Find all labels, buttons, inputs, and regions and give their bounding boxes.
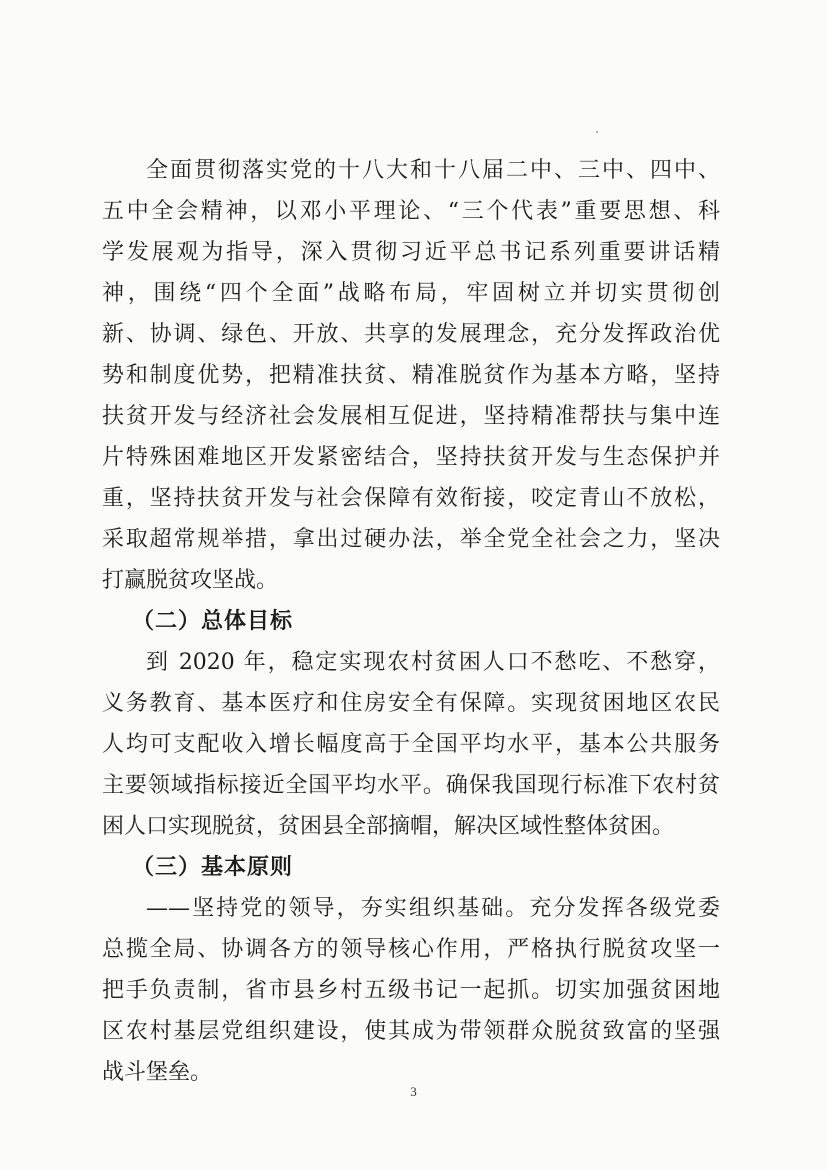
text-line: 神，围绕“四个全面”战略布局，牢固树立并切实贯彻创 bbox=[102, 281, 720, 306]
text-line: 困人口实现脱贫，贫困县全部摘帽，解决区域性整体贫困。 bbox=[102, 814, 675, 839]
scan-speck bbox=[596, 131, 598, 133]
section-heading-overall-goal: （二）总体目标 bbox=[132, 609, 294, 634]
text-line: 把手负责制，省市县乡村五级书记一起抓。切实加强贫困地 bbox=[102, 978, 720, 1003]
text-line: 新、协调、绿色、开放、共享的发展理念，充分发挥政治优 bbox=[102, 322, 720, 347]
text-line: 采取超常规举措，拿出过硬办法，举全党全社会之力，坚决 bbox=[102, 527, 720, 552]
text-line: 人均可支配收入增长幅度高于全国平均水平，基本公共服务 bbox=[102, 732, 720, 757]
paragraph-overall-goal bbox=[102, 642, 720, 847]
section-heading-basic-principles: （三）基本原则 bbox=[132, 855, 294, 880]
text-line: 战斗堡垒。 bbox=[102, 1060, 213, 1085]
text-line: 到 2020 年，稳定实现农村贫困人口不愁吃、不愁穿， bbox=[146, 650, 720, 675]
text-line: 五中全会精神，以邓小平理论、“三个代表”重要思想、科 bbox=[102, 199, 720, 224]
text-line: 区农村基层党组织建设，使其成为带领群众脱贫致富的坚强 bbox=[102, 1019, 720, 1044]
text-line: 势和制度优势，把精准扶贫、精准脱贫作为基本方略，坚持 bbox=[102, 363, 720, 388]
text-line: 片特殊困难地区开发紧密结合，坚持扶贫开发与生态保护并 bbox=[102, 445, 720, 470]
paragraph-party-leadership bbox=[102, 888, 720, 1093]
body-text bbox=[102, 150, 720, 1093]
text-line: 主要领域指标接近全国平均水平。确保我国现行标准下农村贫 bbox=[102, 773, 720, 798]
text-line: ——坚持党的领导，夯实组织基础。充分发挥各级党委 bbox=[146, 896, 720, 921]
text-line: 义务教育、基本医疗和住房安全有保障。实现贫困地区农民 bbox=[102, 691, 720, 716]
text-line: 打赢脱贫攻坚战。 bbox=[102, 568, 279, 593]
text-line: 全面贯彻落实党的十八大和十八届二中、三中、四中、 bbox=[146, 158, 720, 183]
text-line: 学发展观为指导，深入贯彻习近平总书记系列重要讲话精 bbox=[102, 240, 720, 265]
paragraph-guiding-thought bbox=[102, 150, 720, 601]
page-number: 3 bbox=[410, 1084, 417, 1099]
text-line: 扶贫开发与经济社会发展相互促进，坚持精准帮扶与集中连 bbox=[102, 404, 720, 429]
text-line: 重，坚持扶贫开发与社会保障有效衔接，咬定青山不放松， bbox=[102, 486, 720, 511]
text-line: 总揽全局、协调各方的领导核心作用，严格执行脱贫攻坚一 bbox=[102, 937, 720, 962]
